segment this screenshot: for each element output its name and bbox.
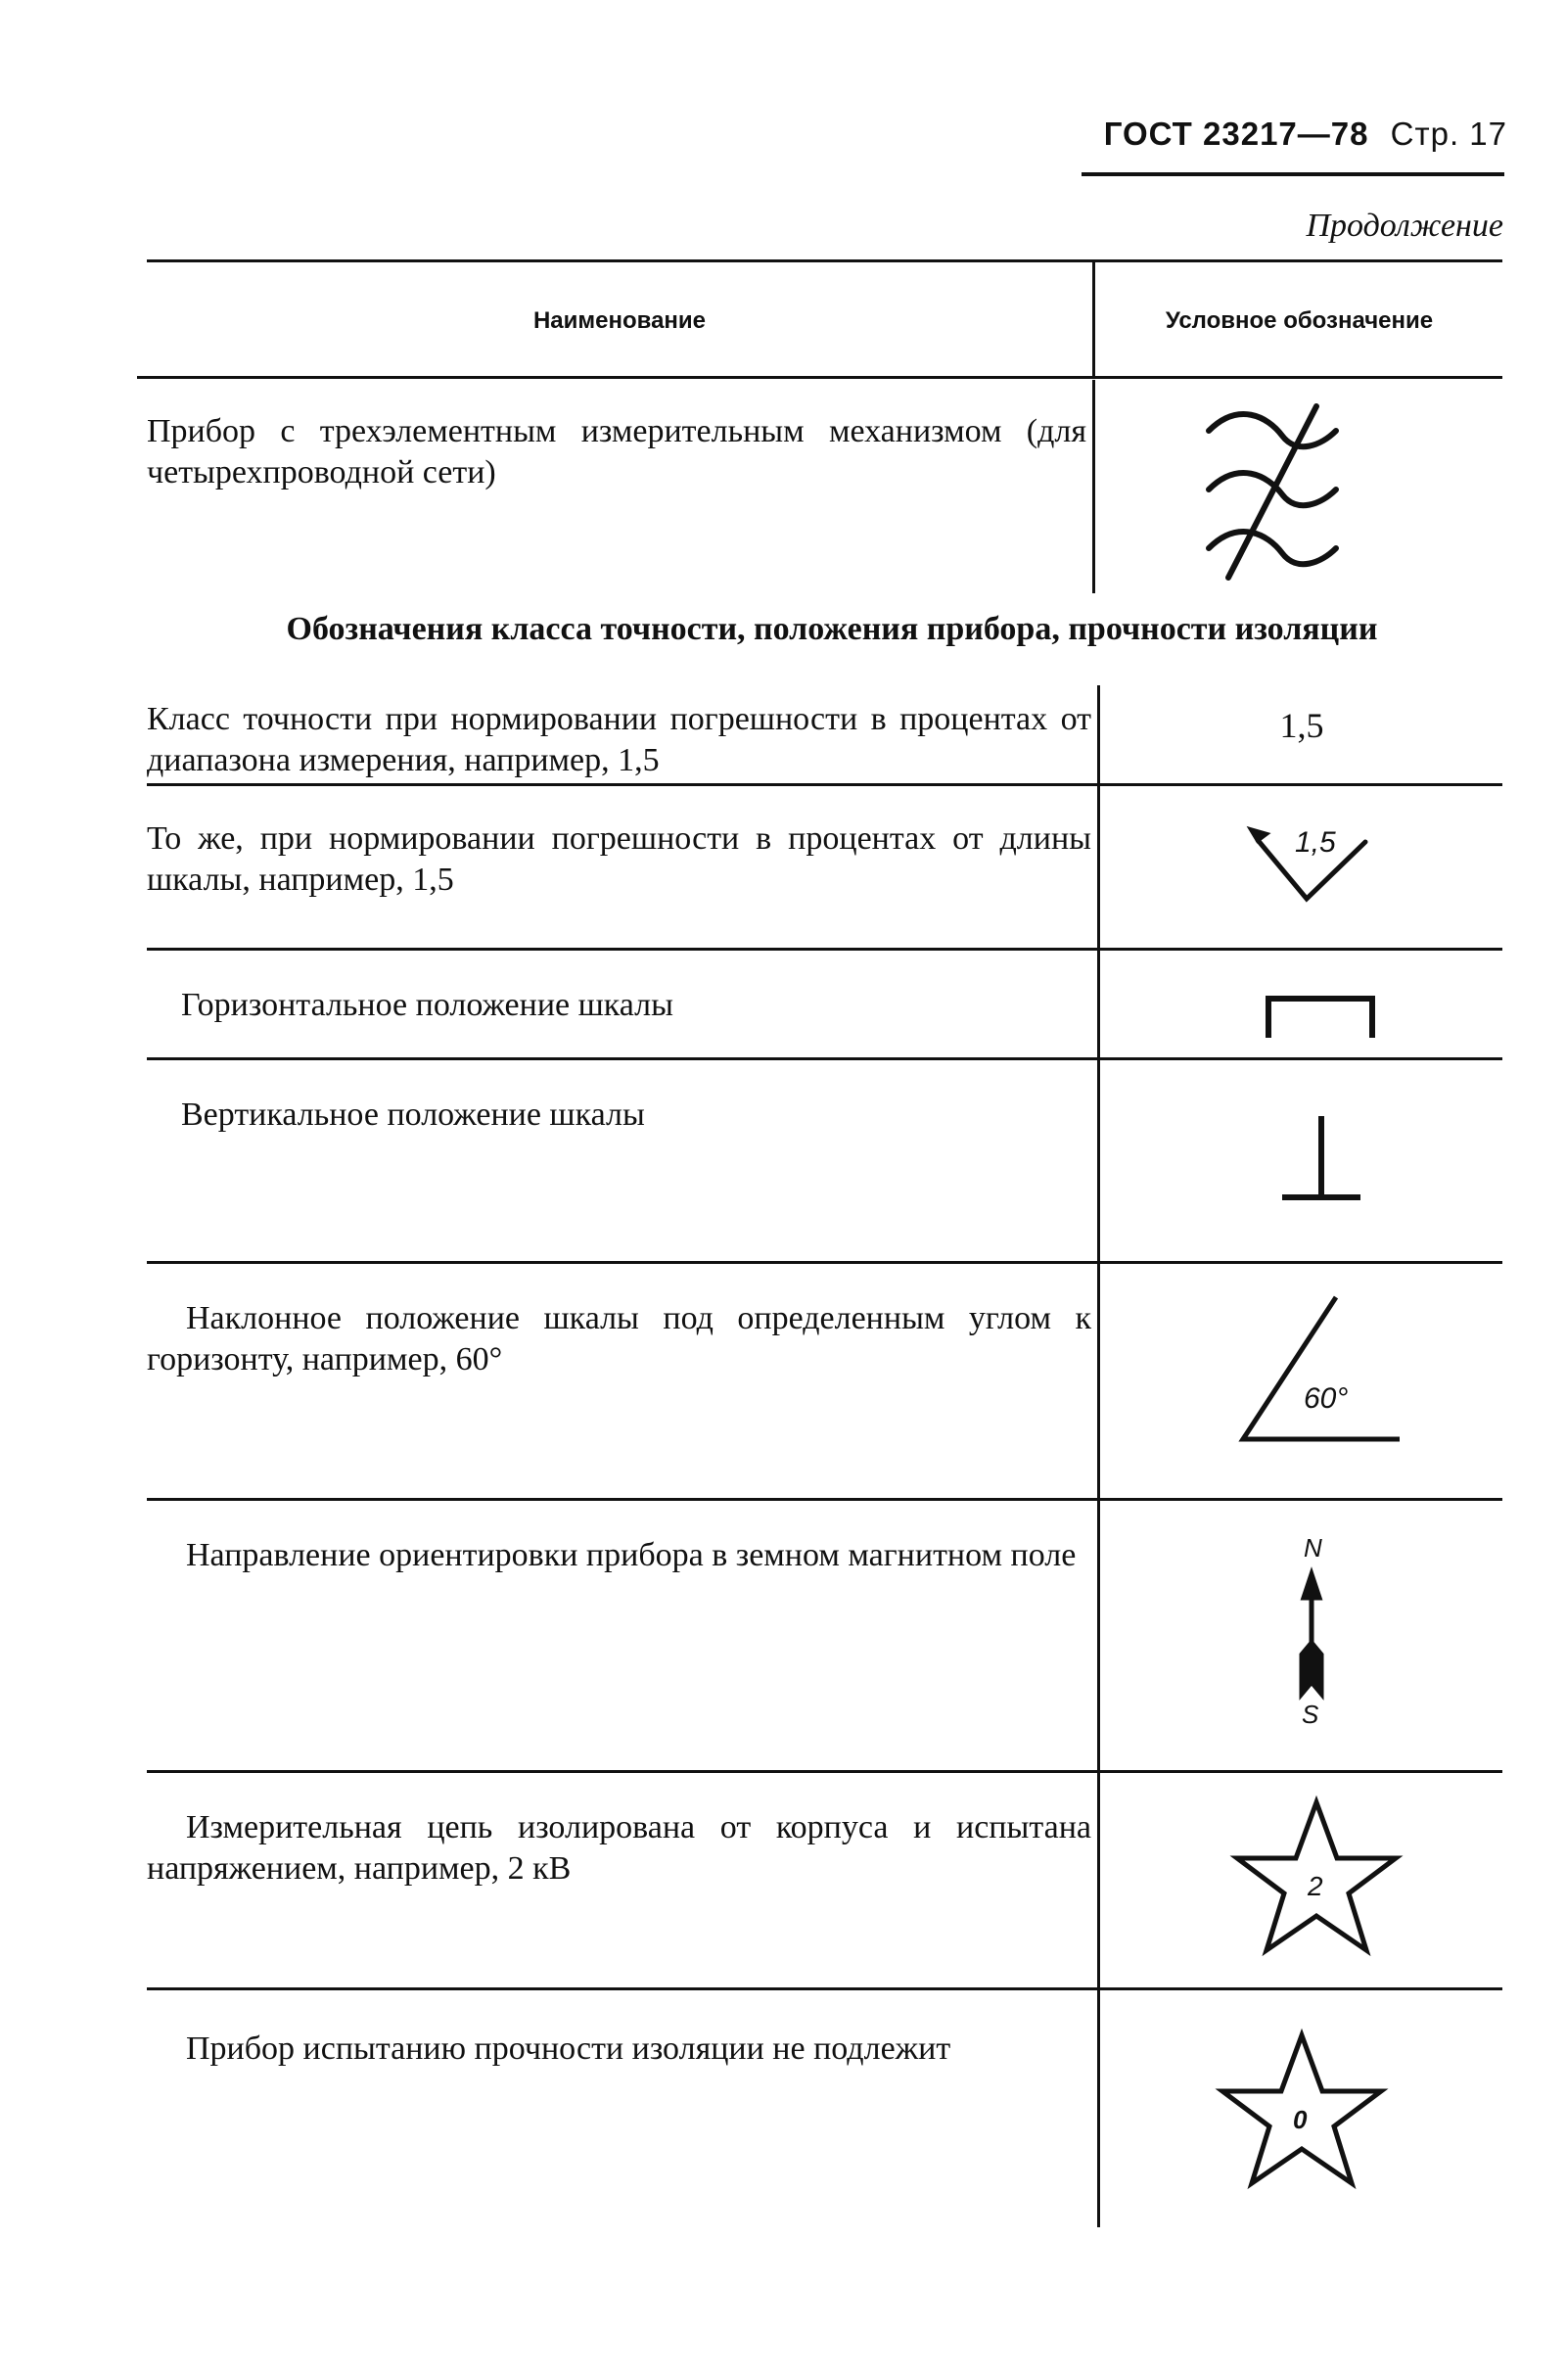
- row-divider: [1092, 380, 1095, 593]
- horizontal-scale-icon: [1263, 991, 1380, 1040]
- column-header-symbol: Условное обозначение: [1165, 307, 1434, 334]
- row-6-name: Измерительная цепь изолирована от корпуса и испытана напряжением, например, 2 кВ: [147, 1809, 1091, 1887]
- header-rule: [1082, 172, 1504, 176]
- row-4-symbol: 60°: [1304, 1382, 1349, 1415]
- page-header: [1077, 116, 1507, 153]
- header-bottom-rule: [137, 376, 1502, 379]
- table-column-divider: [1097, 685, 1100, 2227]
- page-number: Стр. 17: [1390, 116, 1507, 152]
- row-7-name: Прибор испытанию прочности изоляции не подлежит: [186, 2030, 951, 2067]
- row-rule: [147, 1498, 1502, 1501]
- standard-number: ГОСТ 23217—78: [1103, 116, 1369, 152]
- star-icon: [1219, 2030, 1385, 2192]
- vertical-scale-icon: [1272, 1111, 1370, 1209]
- row-1-name: То же, при нормировании погрешности в процентах от длины шкалы, например, 1,5: [147, 820, 1091, 898]
- row-2-name: Горизонтальное положение шкалы: [181, 987, 673, 1023]
- row-rule: [147, 1987, 1502, 1990]
- inclined-scale-icon: [1233, 1292, 1409, 1449]
- row-rule: [147, 1261, 1502, 1264]
- row-0-symbol: 1,5: [1279, 706, 1324, 745]
- row-3-name: Вертикальное положение шкалы: [181, 1097, 645, 1133]
- header-divider: [1092, 262, 1095, 378]
- row-1-symbol: 1,5: [1295, 826, 1336, 859]
- north-label: N: [1304, 1533, 1322, 1563]
- table-top-rule: [147, 259, 1502, 262]
- three-element-label: Прибор с трехэлементным измерительным механизмом (для четырехпроводной сети): [147, 413, 1086, 490]
- row-6-symbol: 2: [1308, 1871, 1323, 1901]
- row-rule: [147, 948, 1502, 951]
- continuation-label: Продолжение: [1306, 208, 1503, 244]
- row-7-symbol: 0: [1293, 2105, 1308, 2134]
- compass-arrow-icon: [1272, 1527, 1351, 1733]
- south-label: S: [1302, 1700, 1319, 1729]
- column-header-name: Наименование: [532, 307, 707, 334]
- row-0-name: Класс точности при нормировании погрешности в процентах от диапазона измерения, например, 1,5: [147, 701, 1091, 778]
- star-icon: [1233, 1797, 1400, 1959]
- section-title: Обозначения класса точности, положения прибора, прочности изоляции: [286, 611, 1378, 647]
- row-4-name: Наклонное положение шкалы под определенным углом к горизонту, например, 60°: [147, 1300, 1091, 1377]
- row-rule: [147, 1057, 1502, 1060]
- three-wave-crossed-icon: [1199, 392, 1346, 597]
- check-mark-icon: [1248, 822, 1385, 910]
- row-rule: [147, 1770, 1502, 1773]
- row-rule: [147, 783, 1502, 786]
- row-5-name: Направление ориентировки прибора в земном магнитном поле: [186, 1537, 1077, 1573]
